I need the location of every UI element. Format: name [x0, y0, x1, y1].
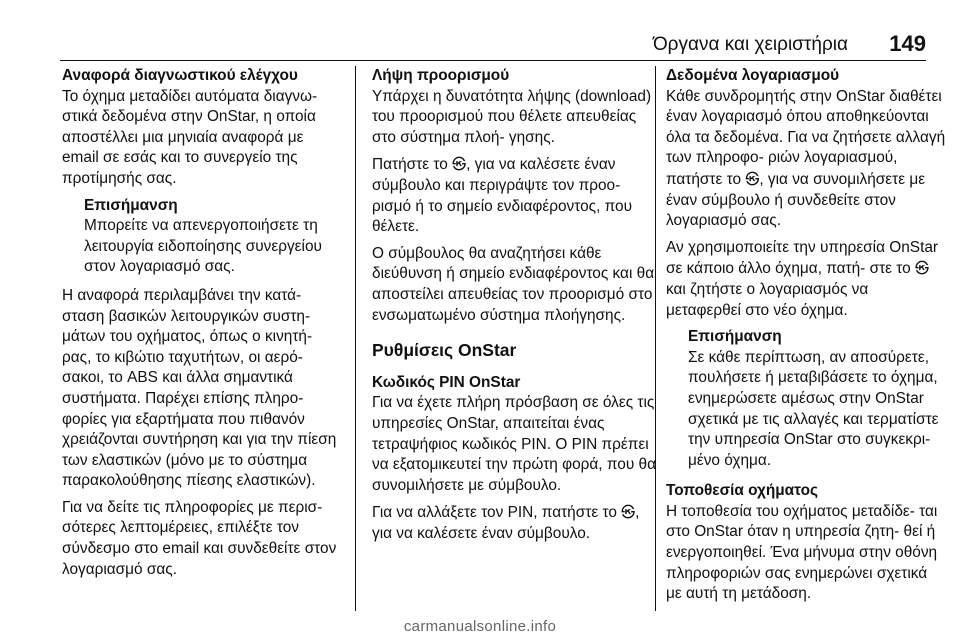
page-header — [60, 30, 926, 61]
paragraph: Πατήστε το ㉿, για να καλέσετε έναν σύμβουλο και περιγράψτε τον προο- ρισμό ή το σημείο ενδιαφέροντος, που θέλετε. — [372, 156, 633, 236]
paragraph: Αν χρησιμοποιείτε την υπηρεσία OnStar σε κάποιο άλλο όχημα, πατή- στε το ㉿ και ζητήστε ο λογαριασμός να μεταφερθεί στο νέο όχημα. — [666, 238, 939, 319]
note-text: Σε κάθε περίπτωση, αν αποσύρετε, πουλήσετε ή μεταβιβάσετε το όχημα, ενημερώσετε αμέσως στην OnStar σχετικά με τις αλλαγές και τερματίστε την υπηρεσία OnStar στο συγκεκρι- μένο όχημα. — [688, 348, 939, 469]
heading-account-data: Δεδομένα λογαριασμού — [666, 67, 840, 84]
watermark-text: carmanualsonline.info — [403, 618, 557, 635]
section-title-onstar-settings: Ρυθμίσεις OnStar — [372, 340, 517, 361]
onstar-button-icon: ㉿ — [452, 156, 467, 173]
page-number: 149 — [889, 31, 926, 56]
column-2 — [372, 66, 657, 550]
column-divider — [355, 66, 356, 611]
note-title: Επισήμανση — [84, 196, 178, 214]
column-1 — [62, 66, 342, 586]
onstar-button-icon: ㉿ — [915, 260, 929, 277]
heading-onstar-pin: Κωδικός PIN OnStar — [372, 373, 521, 391]
paragraph: Για να έχετε πλήρη πρόσβαση σε όλες τις υπηρεσίες OnStar, απαιτείται ένας τετραψήφιος κωδικός PIN. Ο PIN πρέπει να εξατομικευτεί την πρώτη φορά, που θα συνομιλήσετε με σύμβουλο. — [372, 394, 656, 494]
paragraph: Η τοποθεσία του οχήματος μεταδίδε- ται στο OnStar όταν η υπηρεσία ζητη- θεί ή ενεργοποιηθεί. Ένα μήνυμα στην οθόνη πληροφοριών σας ενημερώνει σχετικά με αυτή τη μετάδοση. — [666, 502, 938, 603]
note-box — [666, 327, 946, 471]
paragraph: Ο σύμβουλος θα αναζητήσει κάθε διεύθυνση ή σημείο ενδιαφέροντος και θα αποστείλει απευθείας τον προορισμό στο ενσωματωμένο σύστημα πλοήγησης. — [372, 244, 655, 324]
paragraph: Η αναφορά περιλαμβάνει την κατά- σταση βασικών λειτουργικών συστη- μάτων του οχήματος, όπως ο κινητή- ρας, το κιβώτιο ταχυτήτων, οι αερό- σακοι, το ABS και άλλα σημαντικά συστήματα. Παρέχει επίσης πληρο- φορίες για εξαρτήματα που πιθανόν χρειάζονται συντήρηση και για την πίεση των ελαστικών (μόνο με το σύστημα παρακολούθησης πίεσης ελαστικών). — [62, 286, 337, 490]
heading-diagnostic-report: Αναφορά διαγνωστικού ελέγχου — [62, 67, 298, 84]
paragraph: Υπάρχει η δυνατότητα λήψης (download) του προορισμού που θέλετε απευθείας στο σύστημα πλοή- γησης. — [372, 87, 652, 146]
paragraph: Κάθε συνδρομητής στην OnStar διαθέτει έναν λογαριασμό όπου αποθηκεύονται όλα τα δεδομένα. Για να ζητήσετε αλλαγή των πληροφο- ριών λογαριασμού, πατήστε το ㉿, για να συνομιλήσετε με έναν σύμβουλο ή συνδεθείτε στον λογαριασμό σας. — [666, 87, 946, 230]
onstar-button-icon: ㉿ — [621, 504, 636, 521]
note-text: Μπορείτε να απενεργοποιήσετε τη λειτουργία ειδοποίησης συνεργείου στον λογαριασμό σας. — [84, 217, 322, 276]
chapter-title: Όργανα και χειριστήρια — [652, 34, 848, 55]
column-3 — [666, 66, 946, 611]
heading-destination-download: Λήψη προορισμού — [372, 67, 510, 84]
note-box — [62, 196, 342, 278]
paragraph: Για να δείτε τις πληροφορίες με περισ- σότερες λεπτομέρειες, επιλέξτε τον σύνδεσμο στο email και συνδεθείτε στον λογαριασμό σας. — [62, 498, 337, 578]
note-title: Επισήμανση — [688, 328, 782, 346]
onstar-button-icon: ㉿ — [745, 170, 760, 187]
paragraph: Για να αλλάξετε τον PIN, πατήστε το ㉿, για να καλέσετε έναν σύμβουλο. — [372, 504, 640, 542]
heading-vehicle-location: Τοποθεσία οχήματος — [666, 482, 818, 500]
paragraph: Το όχημα μεταδίδει αυτόματα διαγνω- στικά δεδομένα στην OnStar, η οποία αποστέλλει μια μηνιαία αναφορά με email σε εσάς και το συνεργείο της προτίμησής σας. — [62, 87, 318, 187]
